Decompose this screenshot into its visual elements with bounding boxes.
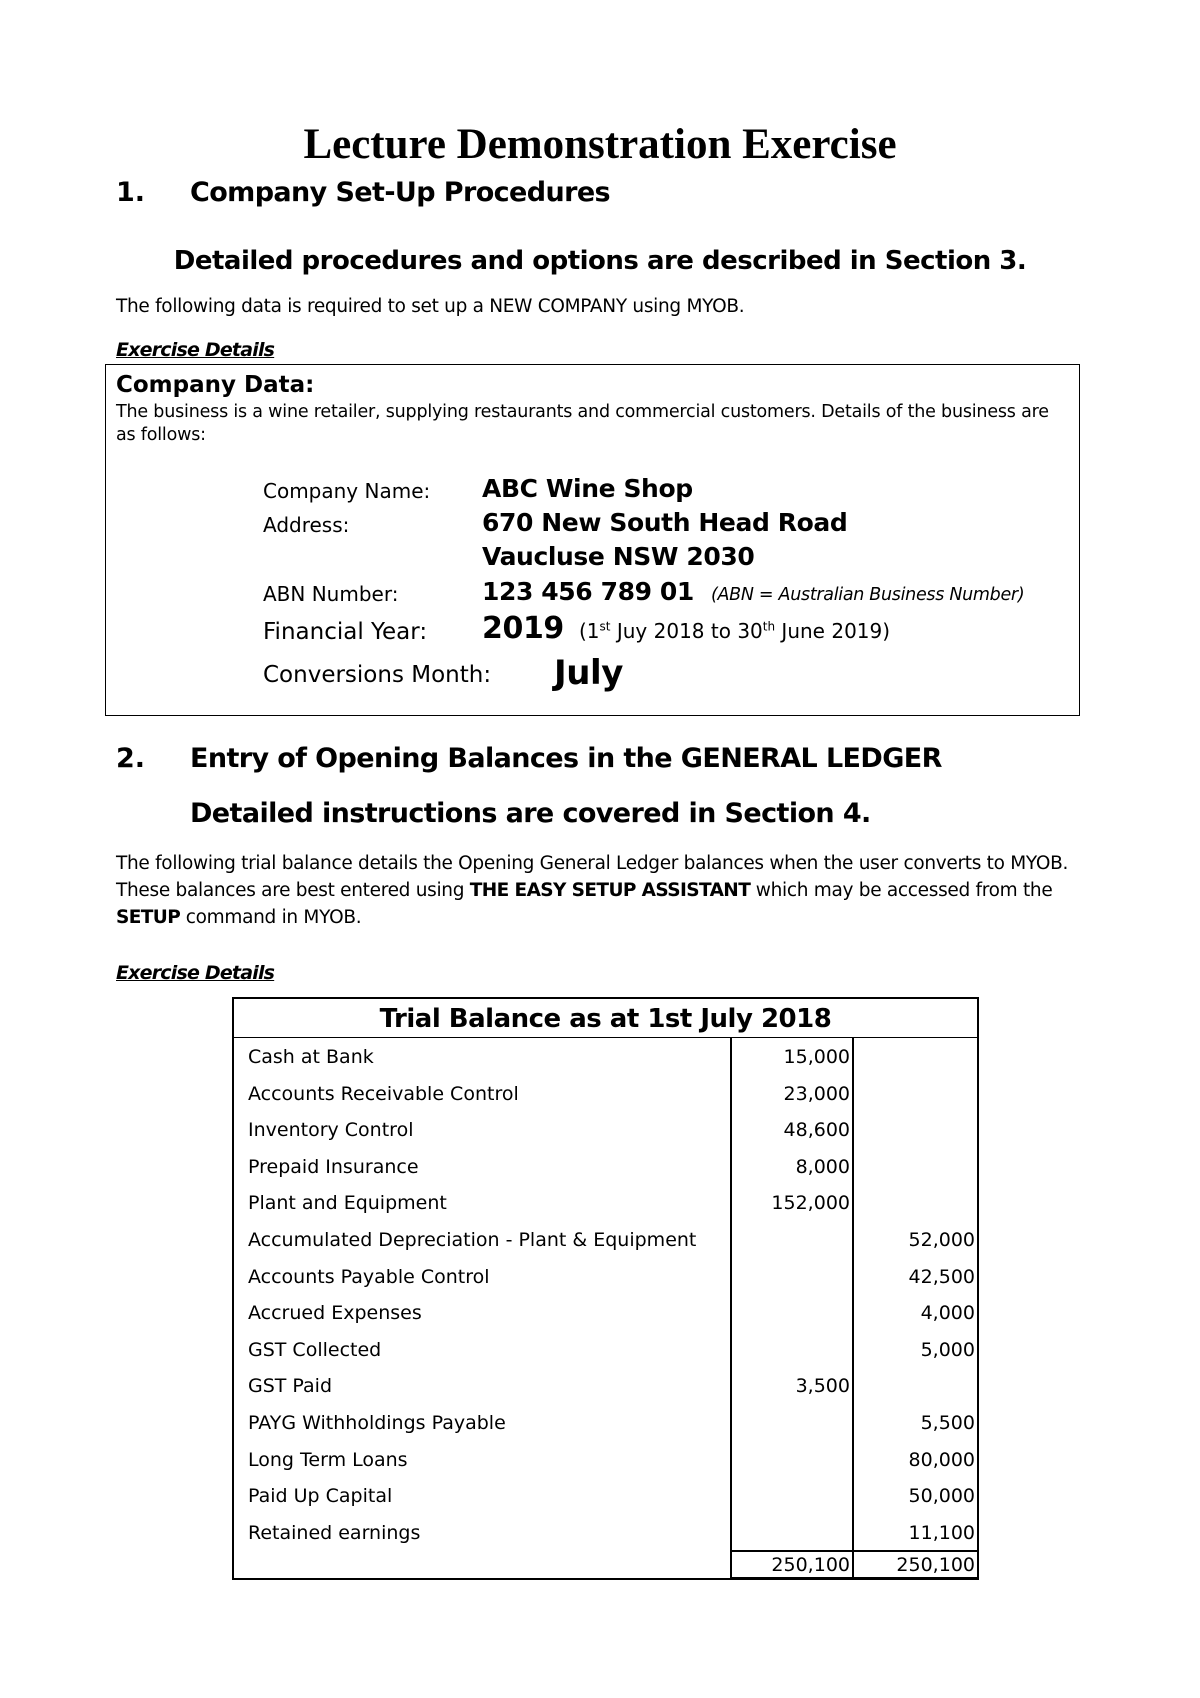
para-text-2: which may be accessed from the <box>750 880 1053 901</box>
financial-year-line <box>482 613 890 645</box>
company-name-label: Company Name: <box>263 479 431 503</box>
company-data-title: Company Data: <box>116 372 315 398</box>
section-2-subheading: Detailed instructions are covered in Section 4. <box>190 798 871 829</box>
credit-cell: 11,100 <box>908 1521 975 1544</box>
account-cell: GST Collected <box>248 1338 382 1361</box>
company-data-box <box>105 364 1080 716</box>
credit-cell <box>854 1111 977 1148</box>
financial-year-label: Financial Year: <box>263 619 428 645</box>
address-line-1: 670 New South Head Road <box>482 508 848 537</box>
para-text-1: The following trial balance details the Opening General Ledger balances when the user converts to MYOB. These balances are best entered using <box>116 853 1069 901</box>
para-bold-easy-setup: THE EASY SETUP ASSISTANT <box>469 880 751 901</box>
debit-cell <box>730 1514 854 1551</box>
debit-cell <box>730 1441 854 1478</box>
credit-cell: 42,500 <box>908 1265 975 1288</box>
debit-cell <box>730 1331 854 1368</box>
fy-sup-1: st <box>599 619 611 634</box>
company-description: The business is a wine retailer, supplying restaurants and commercial customers. Details of the business are as follows: <box>116 402 1049 445</box>
debit-cell: 8,000 <box>730 1148 854 1185</box>
fy-close: June 2019) <box>775 619 891 643</box>
debit-cell <box>730 1221 854 1258</box>
address-label: Address: <box>263 513 350 537</box>
section-2-paragraph <box>116 850 1091 931</box>
section-1-intro: The following data is required to set up a NEW COMPANY using MYOB. <box>116 296 745 317</box>
account-cell: Long Term Loans <box>248 1448 408 1471</box>
debit-cell <box>730 1258 854 1295</box>
credit-cell: 5,500 <box>920 1411 975 1434</box>
conversion-month-label: Conversions Month: <box>263 662 492 688</box>
section-1-heading: Company Set-Up Procedures <box>190 177 611 208</box>
abn-label: ABN Number: <box>263 582 399 606</box>
credit-cell <box>854 1075 977 1112</box>
credit-cell: 80,000 <box>908 1448 975 1471</box>
abn-note: (ABN = Australian Business Number) <box>710 585 1025 605</box>
abn-line <box>482 576 1024 608</box>
table-row <box>234 1477 977 1514</box>
total-credit: 250,100 <box>854 1550 977 1580</box>
exercise-details-label-1: Exercise Details <box>116 339 275 361</box>
debit-cell: 48,600 <box>730 1111 854 1148</box>
debit-cell: 15,000 <box>730 1038 854 1075</box>
conversion-month-value: July <box>554 653 624 693</box>
fy-open: (1 <box>579 619 600 643</box>
credit-cell <box>854 1367 977 1404</box>
table-row <box>234 1148 977 1185</box>
account-cell: Prepaid Insurance <box>248 1155 419 1178</box>
table-row <box>234 1404 977 1441</box>
table-row <box>234 1367 977 1404</box>
debit-cell: 152,000 <box>730 1184 854 1221</box>
table-row <box>234 1075 977 1112</box>
debit-cell <box>730 1477 854 1514</box>
debit-cell <box>730 1294 854 1331</box>
account-cell: Cash at Bank <box>248 1046 374 1068</box>
table-row <box>234 1294 977 1331</box>
trial-balance-total-row <box>234 1550 977 1580</box>
financial-year-value: 2019 <box>482 611 564 646</box>
trial-balance-table <box>232 997 979 1580</box>
credit-cell: 4,000 <box>920 1302 975 1325</box>
para-bold-setup: SETUP <box>116 907 181 928</box>
table-row <box>234 1111 977 1148</box>
section-1-number: 1. <box>116 177 146 208</box>
account-cell: Paid Up Capital <box>248 1485 393 1508</box>
table-row <box>234 1441 977 1478</box>
credit-cell: 52,000 <box>908 1228 975 1251</box>
trial-balance-rows <box>234 1038 977 1550</box>
table-row <box>234 1514 977 1551</box>
section-1-subheading: Detailed procedures and options are described in Section 3. <box>173 246 1027 276</box>
account-cell: Inventory Control <box>248 1119 414 1142</box>
table-row <box>234 1038 977 1075</box>
trial-balance-title: Trial Balance as at 1st July 2018 <box>234 999 977 1038</box>
page-title: Lecture Demonstration Exercise <box>303 121 897 168</box>
table-row <box>234 1221 977 1258</box>
section-2-heading: Entry of Opening Balances in the GENERAL LEDGER <box>190 743 942 774</box>
account-cell: GST Paid <box>248 1375 333 1398</box>
table-row <box>234 1184 977 1221</box>
fy-mid: Juy 2018 to 30 <box>610 619 763 643</box>
abn-value: 123 456 789 01 <box>482 577 694 606</box>
credit-cell <box>854 1184 977 1221</box>
exercise-details-label-2: Exercise Details <box>116 962 275 984</box>
company-name-value: ABC Wine Shop <box>482 474 693 503</box>
account-cell: Accumulated Depreciation - Plant & Equipment <box>248 1228 697 1251</box>
account-cell: PAYG Withholdings Payable <box>248 1411 506 1434</box>
fy-sup-2: th <box>762 619 776 634</box>
credit-cell: 5,000 <box>920 1338 975 1361</box>
credit-cell <box>854 1038 977 1075</box>
total-label-cell <box>234 1550 730 1580</box>
account-cell: Plant and Equipment <box>248 1192 447 1215</box>
debit-cell: 23,000 <box>730 1075 854 1112</box>
account-cell: Retained earnings <box>248 1521 421 1544</box>
address-line-2: Vaucluse NSW 2030 <box>482 542 755 571</box>
table-row <box>234 1258 977 1295</box>
para-text-3: command in MYOB. <box>180 907 362 928</box>
account-cell: Accounts Receivable Control <box>248 1082 519 1105</box>
total-debit: 250,100 <box>730 1550 854 1580</box>
debit-cell: 3,500 <box>730 1367 854 1404</box>
account-cell: Accounts Payable Control <box>248 1265 490 1288</box>
account-cell: Accrued Expenses <box>248 1302 422 1325</box>
debit-cell <box>730 1404 854 1441</box>
credit-cell: 50,000 <box>908 1485 975 1508</box>
credit-cell <box>854 1148 977 1185</box>
section-2-number: 2. <box>116 743 146 774</box>
table-row <box>234 1331 977 1368</box>
